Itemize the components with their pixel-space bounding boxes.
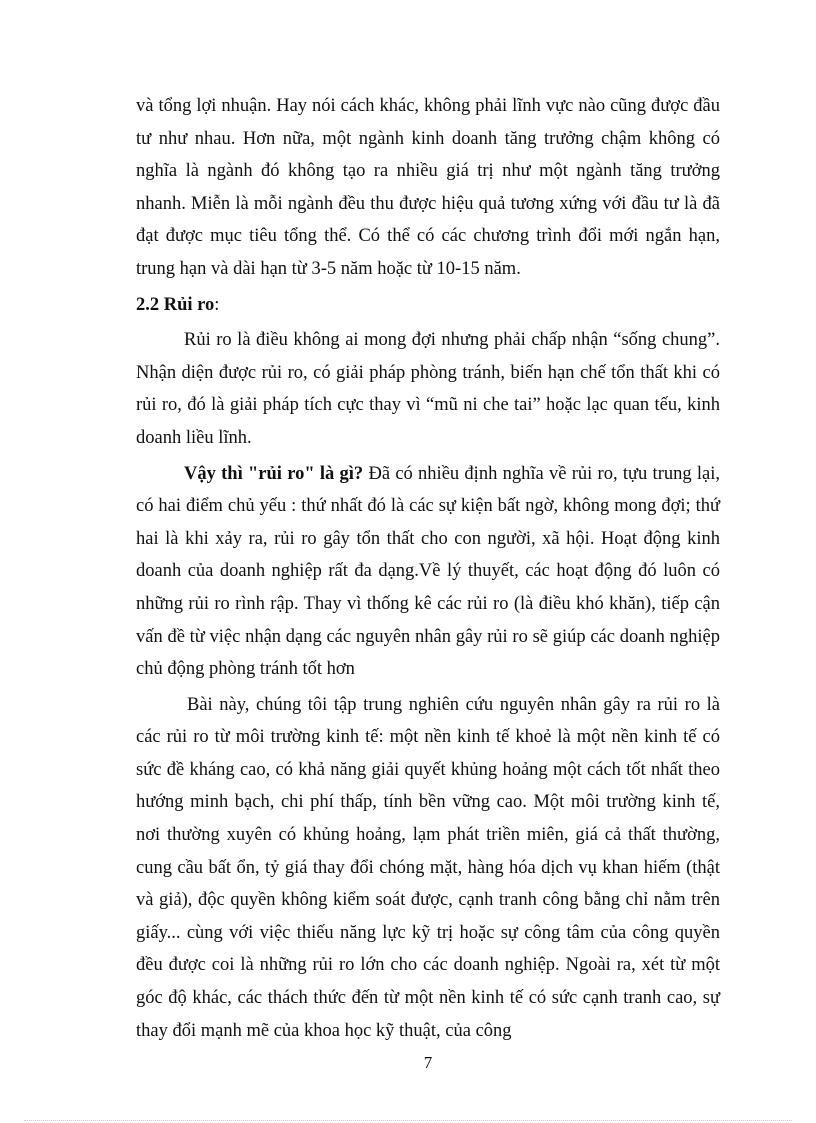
page-number: 7 — [423, 1053, 433, 1072]
risk-definition-body: Đã có nhiều định nghĩa về rủi ro, tựu trung lại, có hai điểm chủ yếu : thứ nhất đó là các sự kiện bất ngờ, không mong đợi; thứ hai là khi xảy ra, rủi ro gây tổn thất cho con người, xã hội. Hoạt động kinh doanh của doanh nghiệp rất đa dạng.Về lý thuyết, các hoạt động đó luôn có những rủi ro rình rập. Thay vì thống kê các rủi ro (là điều khó khăn), tiếp cận vấn đề từ việc nhận dạng các nguyên nhân gây rủi ro sẽ giúp các doanh nghiệp chủ động phòng tránh tốt hơn — [136, 463, 720, 680]
economic-environment-paragraph: Bài này, chúng tôi tập trung nghiên cứu nguyên nhân gây ra rủi ro là các rủi ro từ môi trường kinh tế: một nền kinh tế khoẻ là một nền kinh tế có sức đề kháng cao, có khả năng giải quyết khủng hoảng một cách tốt nhất theo hướng minh bạch, chi phí thấp, tính bền vững cao. Một môi trường kinh tế, nơi thường xuyên có khủng hoảng, lạm phát triền miên, giá cả thất thường, cung cầu bất ổn, tỷ giá thay đổi chóng mặt, hàng hóa dịch vụ khan hiếm (thật và giả), độc quyền không kiểm soát được, cạnh tranh công bằng chỉ nằm trên giấy... cùng với việc thiếu năng lực kỹ trị hoặc sự công tâm của công quyền đều được coi là những rủi ro lớn cho các doanh nghiệp. Ngoài ra, xét từ một góc độ khác, các thách thức đến từ một nền kinh tế có sức cạnh tranh cao, sự thay đổi mạnh mẽ của khoa học kỹ thuật, của công — [136, 694, 720, 1041]
risk-definition-paragraph — [136, 458, 720, 686]
section-heading: 2.2 Rủi ro — [136, 294, 215, 315]
risk-definition-lead: Vậy thì "rủi ro" là gì? — [184, 463, 364, 484]
section-heading-line — [136, 289, 720, 322]
page-body — [136, 90, 720, 1047]
footer-divider — [24, 1120, 792, 1121]
risk-intro-paragraph: Rủi ro là điều không ai mong đợi nhưng phải chấp nhận “sống chung”. Nhận diện được rủi ro, có giải pháp phòng tránh, biến hạn chế tổn thất khi có rủi ro, đó là giải pháp tích cực thay vì “mũ ni che tai” hoặc lạc quan tếu, kinh doanh liều lĩnh. — [136, 330, 720, 448]
section-heading-colon: : — [214, 294, 220, 315]
continuation-paragraph: và tổng lợi nhuận. Hay nói cách khác, không phải lĩnh vực nào cũng được đầu tư như nhau. Hơn nữa, một ngành kinh doanh tăng trưởng chậm không có nghĩa là ngành đó không tạo ra nhiều giá trị như một ngành tăng trưởng nhanh. Miễn là mỗi ngành đều thu được hiệu quả tương xứng với đầu tư là đã đạt được mục tiêu tổng thể. Có thể có các chương trình đổi mới ngắn hạn, trung hạn và dài hạn từ 3-5 năm hoặc từ 10-15 năm. — [136, 96, 720, 279]
